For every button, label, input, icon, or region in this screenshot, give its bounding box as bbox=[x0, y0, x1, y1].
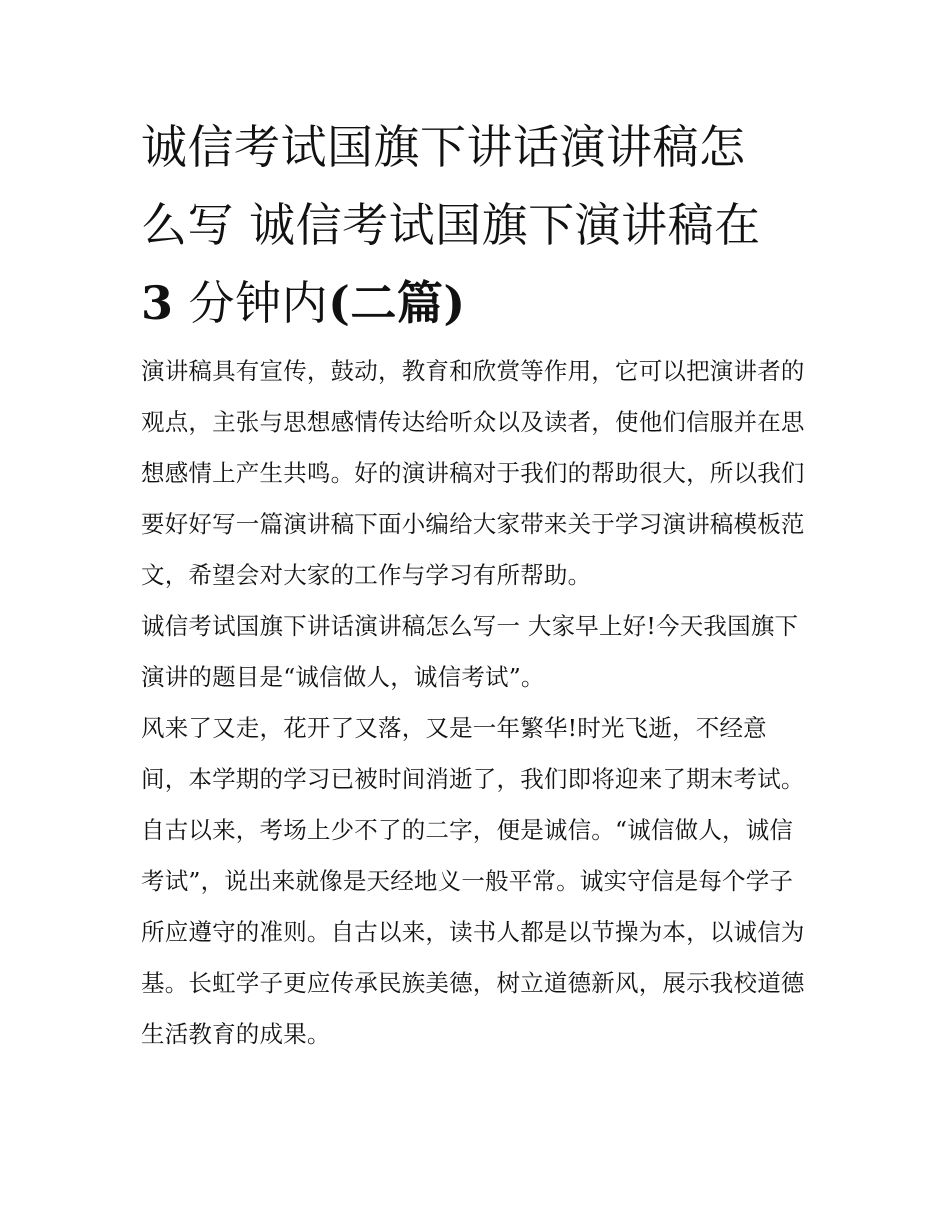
paragraph-greeting: 诚信考试国旗下讲话演讲稿怎么写一 大家早上好!今天我国旗下演讲的题目是“诚信做人，诚信考试”。 bbox=[141, 612, 799, 691]
paragraph-intro: 演讲稿具有宣传，鼓动，教育和欣赏等作用，它可以把演讲者的观点，主张与思想感情传达给听众以及读者，使他们信服并在思想感情上产生共鸣。好的演讲稿对于我们的帮助很大，所以我们要好好写一篇演讲稿下面小编给大家带来关于学习演讲稿模板范文，希望会对大家的工作与学习有所帮助。 bbox=[141, 357, 805, 589]
paragraph-time: 风来了又走，花开了又落，又是一年繁华!时光飞逝，不经意间，本学期的学习已被时间消逝了，我们即将迎来了期末考试。 bbox=[141, 714, 805, 793]
title-line-2: 么写 诚信考试国旗下演讲稿在 bbox=[141, 198, 761, 252]
title-line-3: 分钟内 bbox=[173, 276, 329, 330]
document-body bbox=[141, 108, 813, 1060]
title-number: 3 bbox=[141, 276, 174, 330]
title-count: (二篇) bbox=[328, 276, 466, 330]
document-title bbox=[141, 108, 813, 342]
title-line-1: 诚信考试国旗下讲话演讲稿怎 bbox=[141, 120, 746, 174]
paragraph-integrity: 自古以来，考场上少不了的二字，便是诚信。“诚信做人，诚信考试”，说出来就像是天经地义一般平常。诚实守信是每个学子所应遵守的准则。自古以来，读书人都是以节操为本，以诚信为基。长虹学子更应传承民族美德，树立道德新风，展示我校道德生活教育的成果。 bbox=[141, 816, 805, 1048]
